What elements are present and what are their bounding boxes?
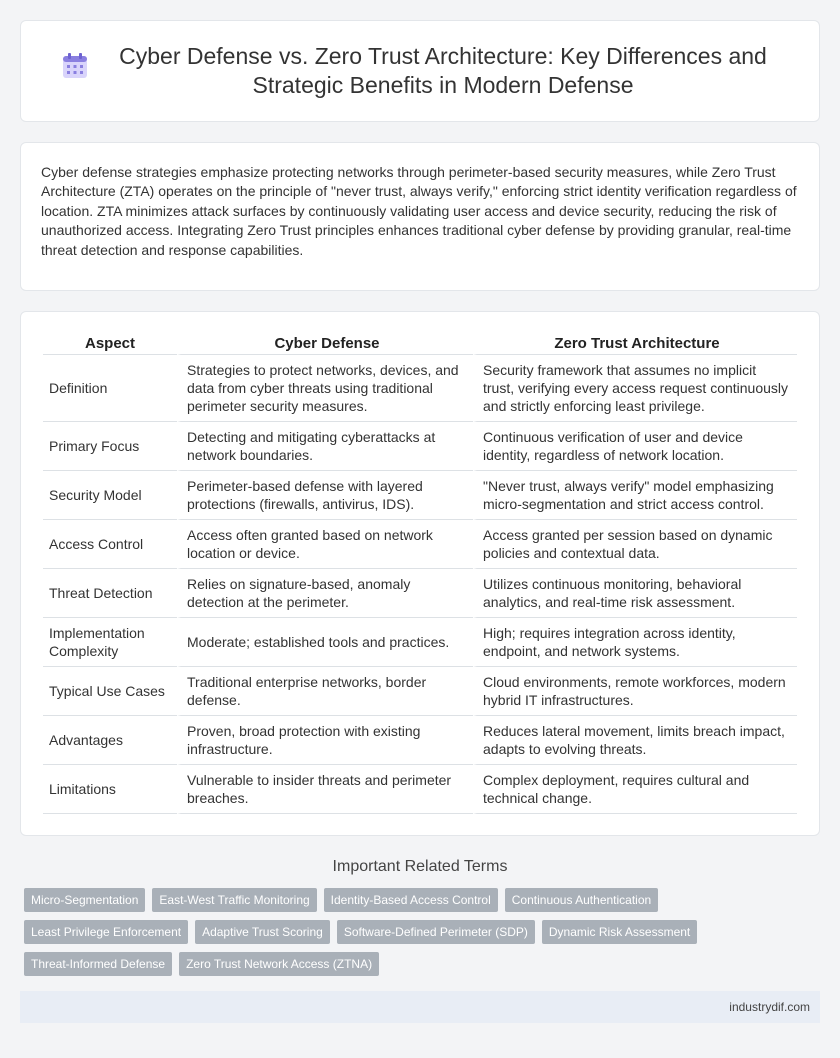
term-tag[interactable]: East-West Traffic Monitoring [152, 888, 316, 912]
cyber-defense-cell: Proven, broad protection with existing infrastructure. [177, 716, 473, 765]
zero-trust-cell: "Never trust, always verify" model emphasizing micro-segmentation and strict access control. [473, 471, 797, 520]
table-row [43, 422, 797, 471]
comparison-table-card [20, 311, 820, 836]
zero-trust-cell: High; requires integration across identity, endpoint, and network systems. [473, 618, 797, 667]
zero-trust-cell: Cloud environments, remote workforces, modern hybrid IT infrastructures. [473, 667, 797, 716]
aspect-cell: Primary Focus [43, 422, 177, 471]
cyber-defense-cell: Relies on signature-based, anomaly detection at the perimeter. [177, 569, 473, 618]
aspect-cell: Implementation Complexity [43, 618, 177, 667]
cyber-defense-cell: Traditional enterprise networks, border defense. [177, 667, 473, 716]
aspect-cell: Limitations [43, 765, 177, 814]
term-tag[interactable]: Zero Trust Network Access (ZTNA) [179, 952, 379, 976]
table-header-row [43, 332, 797, 355]
aspect-cell: Advantages [43, 716, 177, 765]
cyber-defense-cell: Detecting and mitigating cyberattacks at network boundaries. [177, 422, 473, 471]
term-tag[interactable]: Continuous Authentication [505, 888, 658, 912]
table-row [43, 471, 797, 520]
table-row [43, 520, 797, 569]
table-row [43, 667, 797, 716]
related-terms-tags [24, 888, 820, 984]
footer-site-link[interactable]: industrydif.com [729, 1000, 810, 1014]
cyber-defense-cell: Perimeter-based defense with layered protections (firewalls, antivirus, IDS). [177, 471, 473, 520]
intro-card [20, 142, 820, 291]
cyber-defense-cell: Strategies to protect networks, devices, and data from cyber threats using traditional perimeter security measures. [177, 355, 473, 422]
aspect-cell: Threat Detection [43, 569, 177, 618]
title-card [20, 20, 820, 122]
intro-text: Cyber defense strategies emphasize protecting networks through perimeter-based security measures, while Zero Trust Architecture (ZTA) operates on the principle of "never trust, always verify," enforcing strict identity verification regardless of location. ZTA minimizes attack surfaces by continuously validating user access and device security, reducing the risk of unauthorized access. Integrating Zero Trust principles enhances traditional cyber defense by providing granular, real-time threat detection and response capabilities. [41, 164, 797, 258]
term-tag[interactable]: Threat-Informed Defense [24, 952, 172, 976]
term-tag[interactable]: Dynamic Risk Assessment [542, 920, 697, 944]
table-row [43, 355, 797, 422]
footer [20, 991, 820, 1023]
title-wrap [61, 42, 779, 100]
term-tag[interactable]: Least Privilege Enforcement [24, 920, 188, 944]
aspect-cell: Security Model [43, 471, 177, 520]
table-row [43, 618, 797, 667]
table-row [43, 765, 797, 814]
cyber-defense-cell: Moderate; established tools and practices. [177, 618, 473, 667]
term-tag[interactable]: Micro-Segmentation [24, 888, 145, 912]
column-header: Cyber Defense [177, 332, 473, 355]
term-tag[interactable]: Identity-Based Access Control [324, 888, 498, 912]
aspect-cell: Access Control [43, 520, 177, 569]
table-row [43, 569, 797, 618]
zero-trust-cell: Access granted per session based on dynamic policies and contextual data. [473, 520, 797, 569]
cyber-defense-cell: Access often granted based on network location or device. [177, 520, 473, 569]
term-tag[interactable]: Adaptive Trust Scoring [195, 920, 330, 944]
comparison-table [43, 332, 797, 814]
zero-trust-cell: Security framework that assumes no implicit trust, verifying every access request continuously and strictly enforcing least privilege. [473, 355, 797, 422]
zero-trust-cell: Utilizes continuous monitoring, behavioral analytics, and real-time risk assessment. [473, 569, 797, 618]
table-row [43, 716, 797, 765]
aspect-cell: Definition [43, 355, 177, 422]
calendar-grid-icon [61, 52, 89, 80]
term-tag[interactable]: Software-Defined Perimeter (SDP) [337, 920, 535, 944]
column-header: Aspect [43, 332, 177, 355]
related-terms-title: Important Related Terms [332, 858, 508, 875]
cyber-defense-cell: Vulnerable to insider threats and perimeter breaches. [177, 765, 473, 814]
zero-trust-cell: Complex deployment, requires cultural and technical change. [473, 765, 797, 814]
page-title: Cyber Defense vs. Zero Trust Architecture: Key Differences and Strategic Benefits in Modern Defense [119, 43, 767, 98]
zero-trust-cell: Continuous verification of user and device identity, regardless of network location. [473, 422, 797, 471]
zero-trust-cell: Reduces lateral movement, limits breach impact, adapts to evolving threats. [473, 716, 797, 765]
column-header: Zero Trust Architecture [473, 332, 797, 355]
aspect-cell: Typical Use Cases [43, 667, 177, 716]
